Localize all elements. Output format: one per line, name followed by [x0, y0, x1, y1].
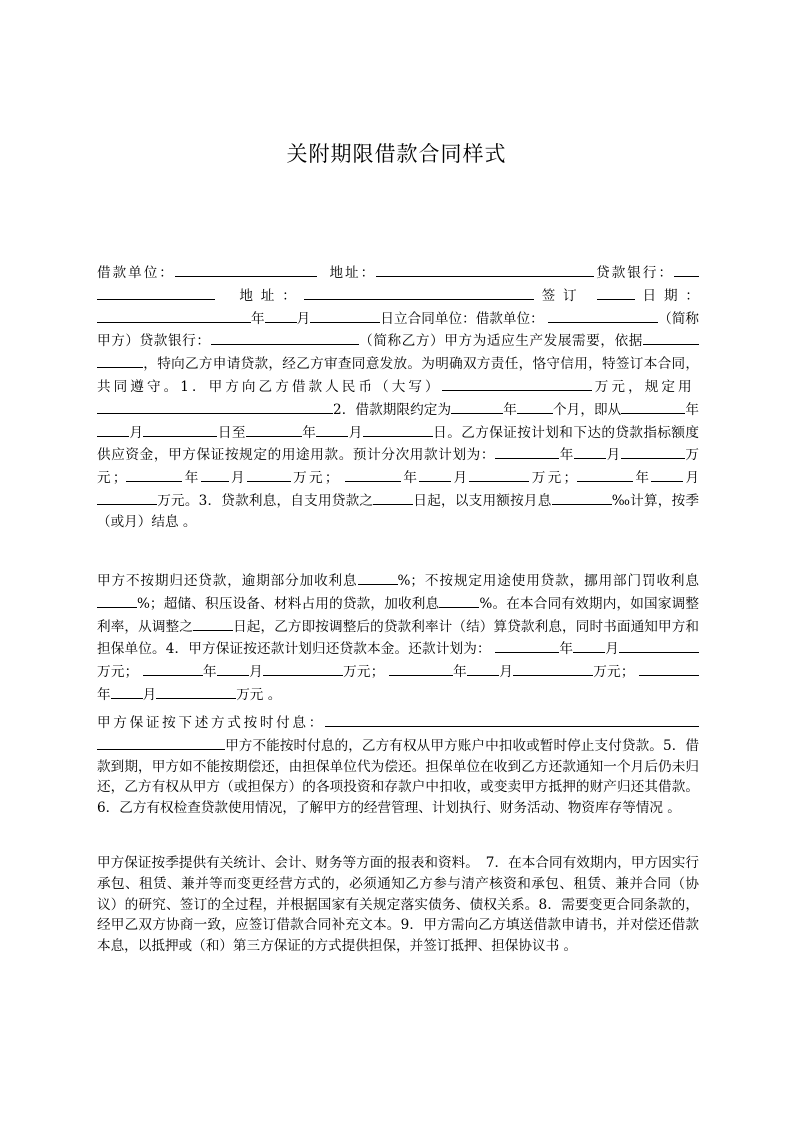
text-run: （简称乙方）甲方为适应生产发展需要，依据: [358, 333, 644, 350]
fill-blank[interactable]: [517, 398, 553, 414]
text-run: 年: [182, 470, 201, 487]
fill-blank[interactable]: [552, 489, 612, 505]
fill-blank[interactable]: [201, 466, 229, 482]
contract-paragraph-3: [97, 711, 699, 819]
text-run: 月: [296, 310, 311, 327]
text-run: 甲方不按期归还贷款，逾期部分加收利息: [97, 573, 358, 589]
text-run: 借款单位：: [97, 265, 175, 281]
fill-blank[interactable]: [376, 261, 594, 277]
fill-blank[interactable]: [211, 329, 359, 345]
fill-blank[interactable]: [573, 637, 605, 653]
text-run: 年: [559, 641, 574, 658]
text-run: 万元；: [529, 470, 578, 487]
fill-blank[interactable]: [143, 421, 217, 437]
text-run: 月: [248, 664, 263, 681]
fill-blank[interactable]: [263, 660, 343, 676]
text-run: %。在本合同有效期内，如国家调整利率，从调整之: [97, 595, 699, 635]
fill-blank[interactable]: [126, 466, 182, 482]
fill-blank[interactable]: [156, 683, 236, 699]
fill-blank[interactable]: [97, 352, 143, 368]
fill-blank[interactable]: [97, 592, 137, 608]
text-run: 月: [348, 424, 363, 441]
fill-blank[interactable]: [469, 466, 529, 482]
text-run: 年: [559, 447, 574, 464]
fill-blank[interactable]: [247, 466, 291, 482]
text-run: 地址：: [329, 265, 377, 281]
text-run: 年: [685, 401, 700, 418]
contract-paragraph-4: [97, 853, 699, 957]
text-run: 甲方保证按下述方式按时付息：: [97, 715, 325, 731]
fill-blank[interactable]: [548, 307, 658, 323]
text-run: 月: [605, 641, 620, 658]
fill-blank[interactable]: [97, 734, 225, 750]
fill-blank[interactable]: [363, 421, 433, 437]
text-run: 甲方保证按季提供有关统计、会计、财务等方面的报表和资料。 7．在本合同有效期内，甲方因实行承包、租赁、兼并等而变更经营方式的，必须通知乙方参与清产核资和承包、租赁、兼并合同（协议）的研究、签订的全过程，并根据国家有关规定落实债务、债权关系。8．需要变更合同条款的，经甲乙双方协商一致，应签订借款合同补充文本。9．甲方需向乙方填送借款申请书，并对偿还借款本息，以抵押或（和）第三方保证的方式提供担保，并签订抵押、担保协议书 。: [97, 855, 699, 955]
fill-blank[interactable]: [304, 284, 534, 300]
fill-blank[interactable]: [316, 421, 348, 437]
fill-blank[interactable]: [217, 660, 249, 676]
fill-blank[interactable]: [651, 466, 683, 482]
text-run: 贷款银行：: [594, 265, 675, 281]
fill-blank[interactable]: [495, 443, 559, 459]
text-run: 个月，即从: [552, 401, 622, 418]
text-run: 地址：: [239, 287, 304, 304]
fill-blank[interactable]: [345, 466, 401, 482]
text-run: 月: [142, 686, 157, 703]
fill-blank[interactable]: [373, 489, 413, 505]
fill-blank[interactable]: [451, 398, 503, 414]
fill-blank[interactable]: [419, 466, 451, 482]
text-run: 年: [401, 470, 420, 487]
fill-blank[interactable]: [111, 683, 143, 699]
text-run: 万元；: [290, 470, 339, 487]
document-title: 关附期限借款合同样式: [286, 142, 507, 166]
fill-blank[interactable]: [389, 660, 397, 676]
fill-blank[interactable]: [358, 569, 398, 585]
fill-blank[interactable]: [639, 660, 699, 676]
text-run: 万元；: [593, 664, 635, 681]
fill-blank[interactable]: [397, 660, 453, 676]
fill-blank[interactable]: [643, 329, 699, 345]
fill-blank[interactable]: [597, 284, 635, 300]
contract-paragraph-2: [97, 569, 699, 706]
fill-blank[interactable]: [513, 660, 593, 676]
text-run: （简称甲方）贷款银行：: [97, 310, 700, 350]
fill-blank[interactable]: [175, 261, 317, 277]
text-run: 万元；: [342, 664, 385, 681]
fill-blank[interactable]: [246, 421, 302, 437]
text-run: 日起，乙方即按调整后的贷款利率计（结）算贷款利息，同时书面通知甲方和担保单位。4．甲方保证按还款计划归还贷款本金。还款计划为：: [97, 618, 699, 658]
fill-blank[interactable]: [97, 284, 215, 300]
fill-blank[interactable]: [574, 443, 606, 459]
fill-blank[interactable]: [97, 398, 333, 414]
fill-blank[interactable]: [674, 261, 699, 277]
fill-blank[interactable]: [577, 466, 633, 482]
text-run: 年: [503, 401, 517, 418]
text-run: 月: [683, 470, 700, 487]
text-run: 年: [251, 310, 265, 327]
text-run: 万元；: [97, 447, 700, 487]
text-run: 日起，以支用额按月息: [413, 492, 552, 509]
text-run: 万元；: [97, 664, 139, 681]
text-run: 2．借款期限约定为: [333, 401, 452, 418]
text-run: 日期：: [634, 287, 700, 304]
fill-blank[interactable]: [442, 375, 592, 391]
text-run: 万元，规定用: [591, 378, 695, 395]
text-run: 日至: [217, 424, 246, 441]
text-run: 甲方不能按时付息的，乙方有权从甲方账户中扣收或暂时停止支付贷款。5．借款到期，甲方如不能按期偿还，由担保单位代为偿还。担保单位在收到乙方还款通知一个月后仍未归还，乙方有权从甲方（或担保方）的各项投资和存款户中扣收，或变卖甲方抵押的财产归还其借款。6．乙方有权检查贷款使用情况，了解甲方的经营管理、计划执行、财务活动、物资库存等情况 。: [97, 737, 699, 817]
text-run: ，特向乙方申请贷款，经乙方审查同意发放。为明确双方责任，恪守信用，特签订本合同，共同遵守。1．甲方向乙方借款人民币（大写）: [97, 356, 699, 395]
fill-blank[interactable]: [235, 307, 251, 323]
fill-blank[interactable]: [621, 443, 685, 459]
fill-blank[interactable]: [97, 421, 129, 437]
text-run: %；超储、积压设备、材料占用的贷款，加收利息: [137, 595, 440, 612]
text-run: 万元。3．贷款利息，自支用贷款之: [157, 492, 374, 509]
fill-blank[interactable]: [97, 489, 157, 505]
fill-blank[interactable]: [467, 660, 499, 676]
text-run: 月: [498, 664, 514, 681]
text-run: %；不按规定用途使用贷款，挪用部门罚收利息: [397, 573, 700, 589]
text-run: 日。乙方保证按计划和下达的贷款指标额度供应资金，甲方保证按规定的用途用款。预计分次用款计划为：: [97, 424, 700, 464]
text-run: 月: [605, 447, 621, 464]
fill-blank[interactable]: [193, 615, 233, 631]
text-run: 月: [129, 424, 144, 441]
text-run: ‰计算，按季（或月）结息 。: [97, 492, 699, 530]
text-run: 年: [452, 664, 467, 681]
fill-blank[interactable]: [621, 398, 685, 414]
fill-blank[interactable]: [619, 637, 699, 653]
text-run: 年: [97, 686, 111, 703]
text-run: 月: [228, 470, 247, 487]
contract-paragraph-1: [97, 261, 699, 533]
text-run: 年: [202, 664, 217, 681]
text-run: 年: [633, 470, 652, 487]
fill-blank[interactable]: [310, 307, 380, 323]
text-run: 月: [451, 470, 470, 487]
fill-blank[interactable]: [143, 660, 203, 676]
text-run: 年: [301, 424, 317, 441]
fill-blank[interactable]: [265, 307, 297, 323]
text-run: 万元 。: [236, 686, 282, 703]
fill-blank[interactable]: [439, 592, 479, 608]
text-run: 签订: [533, 287, 585, 304]
fill-blank[interactable]: [97, 307, 235, 323]
fill-blank[interactable]: [325, 711, 699, 727]
fill-blank[interactable]: [495, 637, 559, 653]
text-run: 日立合同单位：借款单位：: [380, 310, 544, 327]
